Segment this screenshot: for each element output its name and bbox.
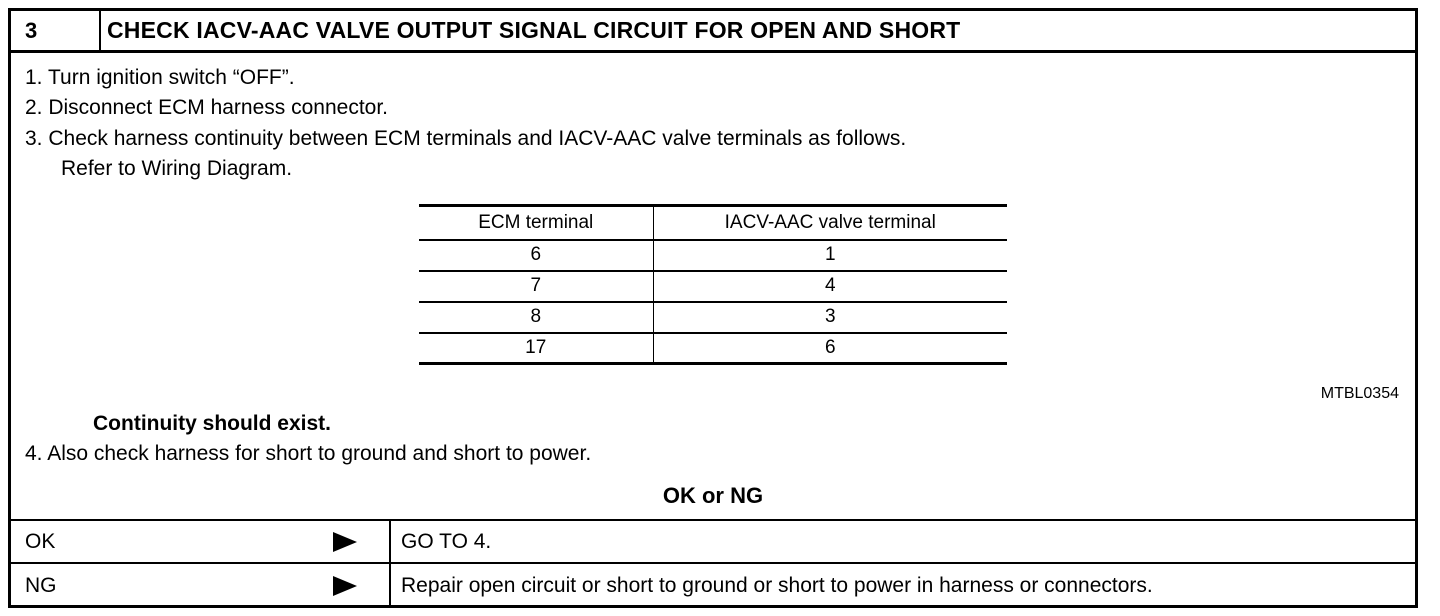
continuity-note: Continuity should exist. xyxy=(93,412,332,435)
result-key-label: OK xyxy=(25,529,56,553)
diagnostic-step-box xyxy=(8,8,1418,608)
ecm-terminal-cell: 7 xyxy=(419,271,653,302)
arrow-right-icon xyxy=(333,576,357,596)
table-row xyxy=(419,302,1007,333)
instruction-4: 4. Also check harness for short to ground and short to power. xyxy=(25,442,592,465)
valve-terminal-cell: 6 xyxy=(653,333,1007,364)
result-row-ng xyxy=(11,562,1415,608)
instruction-1: 1. Turn ignition switch “OFF”. xyxy=(25,66,295,89)
column-header-valve-terminal: IACV-AAC valve terminal xyxy=(653,206,1007,240)
valve-terminal-cell: 3 xyxy=(653,302,1007,333)
terminal-continuity-table xyxy=(419,204,1007,365)
table-header-row xyxy=(419,206,1007,240)
result-key-ok xyxy=(11,521,391,562)
ecm-terminal-cell: 17 xyxy=(419,333,653,364)
result-label: OK or NG xyxy=(662,483,764,508)
result-action-ok: GO TO 4. xyxy=(401,529,492,553)
valve-terminal-cell: 1 xyxy=(653,240,1007,271)
instruction-2: 2. Disconnect ECM harness connector. xyxy=(25,96,389,119)
valve-terminal-cell: 4 xyxy=(653,271,1007,302)
result-key-ng xyxy=(11,564,391,608)
result-action-ng: Repair open circuit or short to ground or short to power in harness or connectors. xyxy=(401,574,1153,597)
instruction-3: 3. Check harness continuity between ECM terminals and IACV-AAC valve terminals as follows. xyxy=(25,127,907,150)
ecm-terminal-cell: 6 xyxy=(419,240,653,271)
step-number: 3 xyxy=(11,11,101,50)
step-header xyxy=(11,11,1415,53)
table-row xyxy=(419,271,1007,302)
step-title: CHECK IACV-AAC VALVE OUTPUT SIGNAL CIRCUIT FOR OPEN AND SHORT xyxy=(107,17,961,43)
instruction-3-note: Refer to Wiring Diagram. xyxy=(61,157,293,180)
table-reference-code: MTBL0354 xyxy=(1320,385,1399,402)
result-row-ok xyxy=(11,519,1415,562)
column-header-ecm-terminal: ECM terminal xyxy=(419,206,653,240)
table-row xyxy=(419,333,1007,364)
table-row xyxy=(419,240,1007,271)
arrow-right-icon xyxy=(333,532,357,552)
ecm-terminal-cell: 8 xyxy=(419,302,653,333)
result-key-label: NG xyxy=(25,574,57,597)
